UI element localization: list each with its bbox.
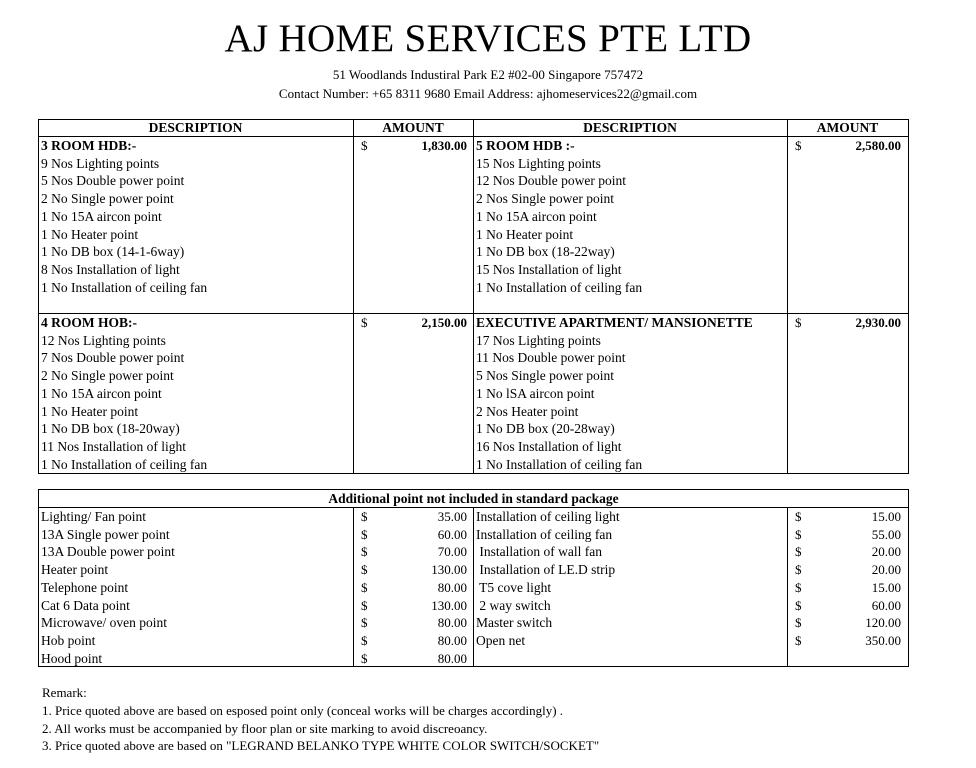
additional-amount: 80.00	[437, 579, 467, 595]
additional-currency: $	[361, 579, 368, 595]
company-address: 51 Woodlands Industiral Park E2 #02-00 Singapore 757472	[332, 67, 644, 82]
header-amount-right: AMOUNT	[816, 120, 879, 135]
additional-currency: $	[361, 562, 368, 578]
additional-currency: $	[795, 579, 802, 595]
additional-item: Master switch	[476, 615, 553, 631]
additional-amount: 120.00	[865, 615, 901, 631]
header-description-left: DESCRIPTION	[148, 120, 243, 135]
additional-currency: $	[795, 632, 802, 648]
package-item: 1 No DB box (14-1-6way)	[41, 244, 185, 260]
package-item: 1 No DB box (18-20way)	[41, 421, 180, 437]
package-item: 1 No 15A aircon point	[41, 208, 162, 224]
additional-item: Installation of ceiling light	[476, 509, 620, 524]
additional-item: Lighting/ Fan point	[41, 509, 147, 524]
package-item: 1 No Installation of ceiling fan	[476, 279, 643, 295]
additional-item: Hob point	[41, 632, 96, 648]
additional-item: T5 cove light	[476, 579, 552, 595]
remark-item: 3. Price quoted above are based on "LEGRAND BELANKO TYPE WHITE COLOR SWITCH/SOCKET"	[42, 738, 600, 754]
package-item: 5 Nos Single power point	[476, 368, 614, 384]
additional-amount: 35.00	[437, 509, 467, 524]
additional-amount: 130.00	[431, 597, 467, 613]
additional-amount: 80.00	[437, 615, 467, 631]
package-item: 1 No 15A aircon point	[41, 385, 162, 401]
package-item: 1 No DB box (20-28way)	[476, 421, 615, 437]
additional-currency: $	[361, 509, 368, 524]
package-item: 5 Nos Double power point	[41, 173, 185, 189]
package-title: 3 ROOM HDB:-	[41, 138, 137, 153]
additional-item: Hood point	[41, 650, 103, 666]
package-currency: $	[361, 138, 368, 153]
additional-currency: $	[361, 632, 368, 648]
package-item: 11 Nos Installation of light	[41, 438, 186, 454]
package-currency: $	[361, 315, 368, 330]
package-item: 2 Nos Heater point	[476, 403, 579, 419]
additional-item: 13A Single power point	[41, 526, 170, 542]
company-name: AJ HOME SERVICES PTE LTD	[224, 17, 752, 60]
package-item: 2 Nos Single power point	[476, 191, 614, 207]
package-item: 8 Nos Installation of light	[41, 261, 180, 277]
additional-amount: 60.00	[871, 597, 901, 613]
package-currency: $	[795, 138, 802, 153]
package-item: 12 Nos Lighting points	[41, 332, 166, 348]
additional-item: 2 way switch	[476, 597, 551, 613]
remarks-title: Remark:	[42, 685, 87, 700]
additional-currency: $	[795, 615, 802, 631]
additional-amount: 55.00	[871, 526, 901, 542]
additional-item: Installation of ceiling fan	[476, 526, 613, 542]
additional-currency: $	[795, 562, 802, 578]
package-item: 1 No Installation of ceiling fan	[41, 456, 208, 472]
additional-amount: 80.00	[437, 650, 467, 666]
additional-currency: $	[795, 526, 802, 542]
additional-amount: 80.00	[437, 632, 467, 648]
additional-item: Installation of LE.D strip	[476, 562, 616, 578]
remarks	[42, 684, 599, 755]
company-contact: Contact Number: +65 8311 9680 Email Address: ajhomeservices22@gmail.com	[278, 86, 698, 101]
package-item: 1 No Installation of ceiling fan	[476, 456, 643, 472]
package-item: 16 Nos Installation of light	[476, 438, 622, 454]
package-amount: 2,580.00	[855, 138, 901, 153]
package-amount: 1,830.00	[421, 138, 467, 153]
package-item: 2 No Single power point	[41, 368, 174, 384]
additional-currency: $	[361, 544, 368, 560]
header-amount-left: AMOUNT	[382, 120, 444, 135]
additional-header: Additional point not included in standard package	[328, 491, 619, 506]
additional-amount: 15.00	[871, 579, 901, 595]
additional-item: Microwave/ oven point	[41, 615, 167, 631]
package-title: 4 ROOM HOB:-	[41, 315, 137, 330]
additional-item: Cat 6 Data point	[41, 597, 130, 613]
additional-amount: 15.00	[871, 509, 901, 524]
remark-item: 1. Price quoted above are based on esposed point only (conceal works will be charges accordingly) .	[42, 702, 564, 718]
package-item: 12 Nos Double power point	[476, 173, 626, 189]
package-item: 17 Nos Lighting points	[476, 332, 601, 348]
additional-item: Installation of wall fan	[476, 544, 602, 560]
package-item: 1 No lSA aircon point	[476, 385, 595, 401]
additional-item: 13A Double power point	[41, 544, 175, 560]
package-item: 1 No Heater point	[41, 403, 139, 419]
package-item: 1 No Heater point	[41, 226, 139, 242]
package-item: 15 Nos Lighting points	[476, 155, 601, 171]
additional-amount: 60.00	[437, 526, 467, 542]
additional-amount: 130.00	[431, 562, 467, 578]
additional-amount: 20.00	[871, 562, 901, 578]
additional-currency: $	[361, 650, 368, 666]
package-item: 1 No DB box (18-22way)	[476, 244, 615, 260]
additional-amount: 20.00	[871, 544, 901, 560]
package-currency: $	[795, 315, 802, 330]
additional-currency: $	[795, 509, 802, 524]
package-item: 9 Nos Lighting points	[41, 155, 160, 171]
package-title: 5 ROOM HDB :-	[476, 138, 575, 153]
additional-item: Telephone point	[41, 579, 129, 595]
package-item: 1 No 15A aircon point	[476, 208, 597, 224]
additional-amount: 350.00	[865, 632, 901, 648]
additional-currency: $	[361, 615, 368, 631]
additional-item: Open net	[476, 632, 526, 648]
package-item: 11 Nos Double power point	[476, 350, 626, 366]
remark-item: 2. All works must be accompanied by floor plan or site marking to avoid discreoancy.	[42, 720, 488, 736]
additional-currency: $	[361, 597, 368, 613]
additional-currency: $	[795, 544, 802, 560]
package-title: EXECUTIVE APARTMENT/ MANSIONETTE	[476, 315, 753, 330]
package-amount: 2,150.00	[421, 315, 467, 330]
additional-currency: $	[361, 526, 368, 542]
additional-currency: $	[795, 597, 802, 613]
package-item: 15 Nos Installation of light	[476, 261, 622, 277]
package-item: 1 No Installation of ceiling fan	[41, 279, 208, 295]
additional-item: Heater point	[41, 562, 109, 578]
package-item: 1 No Heater point	[476, 226, 574, 242]
additional-amount: 70.00	[437, 544, 467, 560]
package-amount: 2,930.00	[855, 315, 901, 330]
package-item: 2 No Single power point	[41, 191, 174, 207]
header-description-right: DESCRIPTION	[583, 120, 677, 135]
package-item: 7 Nos Double power point	[41, 350, 185, 366]
